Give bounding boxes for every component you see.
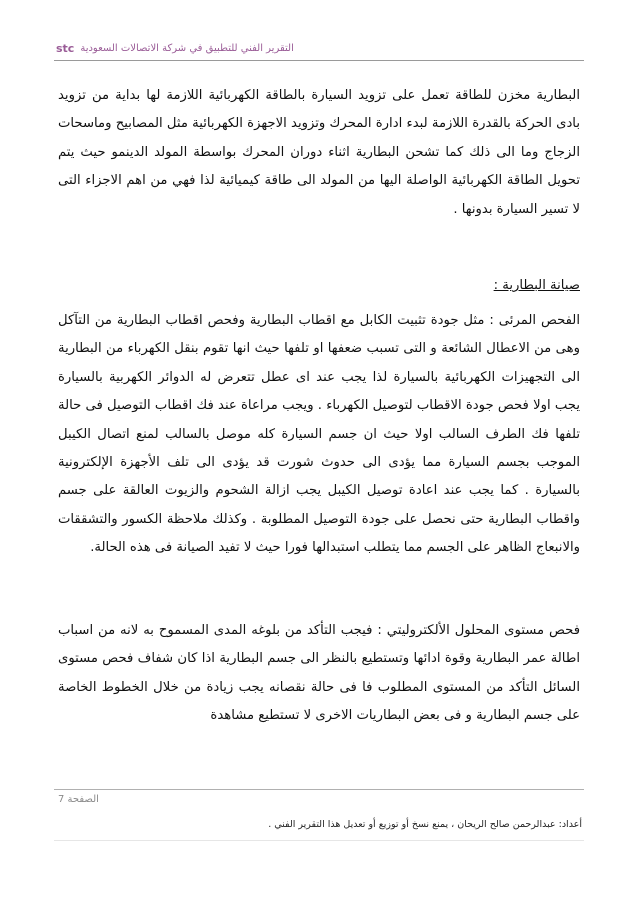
footer-bottom-divider: [54, 840, 584, 841]
intro-paragraph: البطارية مخزن للطاقة تعمل على تزويد السيارة بالطاقة الكهربائية اللازمة لها بداية من تزويد بادى الحركة بالقدرة اللازمة لبدء ادارة المحرك وتزويد الاجهزة الكهربائية مثل المصابيح وماسحات الزجاج وما الى ذلك كما تشحن البطارية اثناء دوران المحرك بواسطة المولد الدينمو حيث يتم تحويل الطاقة الكهربائية الواصلة اليها من المولد الى طاقة كيميائية لذا فهي من اهم الاجزاء التى لا تسير السيارة بدونها .: [58, 88, 580, 217]
footer-copyright-note: أعداد: عبدالرحمن صالح الريحان ، يمنع نسخ أو توزيع أو تعديل هذا التقرير الفني .: [268, 819, 582, 830]
header-title: التقرير الفني للتطبيق في شركة الاتصالات السعودية: [80, 42, 294, 54]
page-header: [56, 38, 584, 58]
footer-divider: [54, 789, 584, 790]
brand-logo-text: stc: [56, 41, 75, 55]
page-number: الصفحة 7: [58, 794, 99, 805]
header-divider: [54, 60, 584, 61]
electrolyte-check-paragraph: فحص مستوى المحلول الألكتروليتي : فيجب التأكد من بلوغه المدى المسموح به لانه من اسباب اطالة عمر البطارية وقوة ادائها وتستطيع بالنظر الى جسم البطارية اذا كان شفاف فحص مستوى السائل التأكد من المستوى المطلوب فا فى حالة نقصانه يجب زيادة من خلال الخطوط الخاصة على جسم البطارية و فى بعض البطاريات الاخرى لا تستطيع مشاهدة: [58, 623, 580, 724]
visual-inspection-paragraph: الفحص المرئى : مثل جودة تثبيت الكابل مع اقطاب البطارية وفحص اقطاب البطارية من التآكل وهى من الاعطال الشائعة و التى تسبب ضعفها او تلفها حيث انها تقوم بنقل الكهرباء من البطارية الى التجهيزات الكهربائية بالسيارة لذا يجب عند اى عطل تتعرض له الدوائر الكهربية بالسيارة يجب اولا فحص جودة الاقطاب لتوصيل الكهرباء . ويجب مراعاة عند فك اقطاب التوصيل فى حالة تلفها فك الطرف السالب اولا حيث ان جسم السيارة كله موصل بالسالب لمنع اتصال الكيبل الموجب بجسم السيارة مما يؤدى الى حدوث شورت قد يؤدى الى تلف الأجهزة الإلكترونية بالسيارة . كما يجب عند اعادة توصيل الكيبل يجب ازالة الشحوم والزيوت العالقة على جسم واقطاب البطارية حتى نحصل على جودة التوصيل المطلوبة . وكذلك ملاحظة الكسور والتشققات والانبعاج الظاهر على الجسم مما يتطلب استبدالها فورا حيث لا تفيد الصيانة فى هذه الحالة.: [58, 313, 580, 556]
section-heading: صيانة البطارية :: [493, 278, 580, 293]
